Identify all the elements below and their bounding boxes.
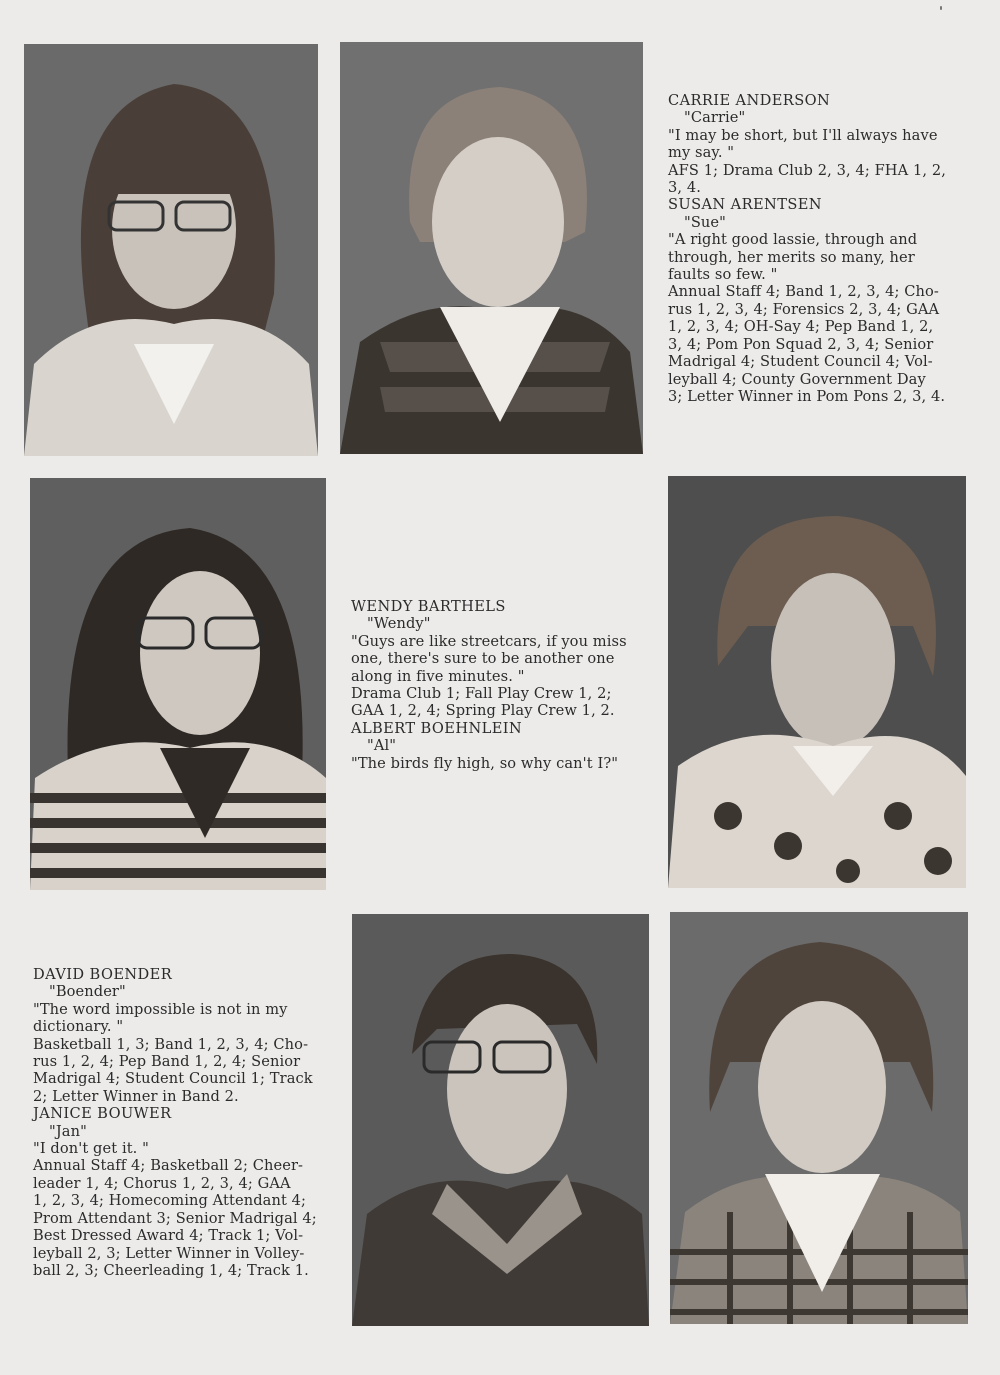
bio-wendy-barthels	[351, 598, 651, 720]
bio-janice-bouwer	[33, 1105, 338, 1279]
portrait-photo-david-boender	[352, 914, 649, 1326]
student-nickname: "Wendy"	[367, 615, 431, 633]
activities-line: Prom Attendant 3; Senior Madrigal 4;	[33, 1209, 317, 1227]
quote-line: "A right good lassie, through and	[668, 231, 918, 249]
activities-line: AFS 1; Drama Club 2, 3, 4; FHA 1, 2,	[668, 161, 946, 179]
student-name: WENDY BARTHELS	[351, 598, 506, 615]
bio-block-middle	[351, 598, 651, 772]
activities-line: 3, 4; Pom Pon Squad 2, 3, 4; Senior	[668, 335, 934, 353]
activities-line: Madrigal 4; Student Council 4; Vol-	[668, 353, 933, 371]
student-name: DAVID BOENDER	[33, 966, 173, 983]
student-nickname: "Boender"	[49, 983, 126, 1001]
portrait-photo-carrie-anderson	[24, 44, 318, 456]
quote-line: my say. "	[668, 144, 735, 162]
quote-line: along in five minutes. "	[351, 667, 525, 685]
bio-susan-arentsen	[668, 196, 968, 405]
activities-line: 2; Letter Winner in Band 2.	[33, 1087, 239, 1105]
student-name: JANICE BOUWER	[33, 1105, 172, 1123]
activities-line: rus 1, 2, 4; Pep Band 1, 2, 4; Senior	[33, 1053, 301, 1071]
quote-line: "I don't get it. "	[33, 1140, 149, 1158]
page-speck	[940, 6, 942, 10]
activities-line: 1, 2, 3, 4; Homecoming Attendant 4;	[33, 1192, 307, 1210]
student-nickname: "Al"	[367, 737, 397, 755]
activities-line: 1, 2, 3, 4; OH-Say 4; Pep Band 1, 2,	[668, 318, 934, 336]
quote-line: "Guys are like streetcars, if you miss	[351, 632, 627, 650]
activities-line: leyball 2, 3; Letter Winner in Volley-	[33, 1244, 305, 1262]
bio-carrie-anderson	[668, 92, 968, 196]
student-name: ALBERT BOEHNLEIN	[351, 719, 523, 737]
activities-line: GAA 1, 2, 4; Spring Play Crew 1, 2.	[351, 702, 615, 720]
activities-line: 3; Letter Winner in Pom Pons 2, 3, 4.	[668, 387, 946, 405]
activities-line: Drama Club 1; Fall Play Crew 1, 2;	[351, 685, 612, 703]
activities-line: Basketball 1, 3; Band 1, 2, 3, 4; Cho-	[33, 1035, 309, 1053]
student-nickname: "Jan"	[49, 1122, 87, 1140]
bio-block-bottom-left	[33, 966, 338, 1279]
activities-line: rus 1, 2, 3, 4; Forensics 2, 3, 4; GAA	[668, 300, 940, 318]
student-nickname: "Sue"	[684, 213, 726, 231]
bio-albert-boehnlein	[351, 720, 651, 772]
quote-line: faults so few. "	[668, 266, 778, 284]
quote-line: "I may be short, but I'll always have	[668, 126, 938, 144]
portrait-photo-albert-boehnlein	[668, 476, 966, 888]
activities-line: Annual Staff 4; Band 1, 2, 3, 4; Cho-	[668, 283, 939, 301]
bio-block-top-right	[668, 92, 968, 405]
portrait-photo-janice-bouwer	[670, 912, 968, 1324]
activities-line: 3, 4.	[668, 179, 701, 197]
portrait-photo-susan-arentsen	[340, 42, 643, 454]
portrait-photo-wendy-barthels	[30, 478, 326, 890]
quote-line: "The word impossible is not in my	[33, 1000, 288, 1018]
bio-david-boender	[33, 966, 338, 1105]
activities-line: leader 1, 4; Chorus 1, 2, 3, 4; GAA	[33, 1174, 291, 1192]
quote-line: dictionary. "	[33, 1018, 124, 1036]
activities-line: ball 2, 3; Cheerleading 1, 4; Track 1.	[33, 1261, 309, 1279]
activities-line: leyball 4; County Government Day	[668, 370, 926, 388]
student-name: SUSAN ARENTSEN	[668, 196, 822, 214]
student-name: CARRIE ANDERSON	[668, 92, 831, 109]
quote-line: through, her merits so many, her	[668, 248, 915, 266]
activities-line: Annual Staff 4; Basketball 2; Cheer-	[33, 1157, 304, 1175]
activities-line: Best Dressed Award 4; Track 1; Vol-	[33, 1227, 304, 1245]
quote-line: one, there's sure to be another one	[351, 650, 615, 668]
quote-line: "The birds fly high, so why can't I?"	[351, 754, 619, 772]
student-nickname: "Carrie"	[684, 109, 746, 127]
activities-line: Madrigal 4; Student Council 1; Track	[33, 1070, 313, 1088]
